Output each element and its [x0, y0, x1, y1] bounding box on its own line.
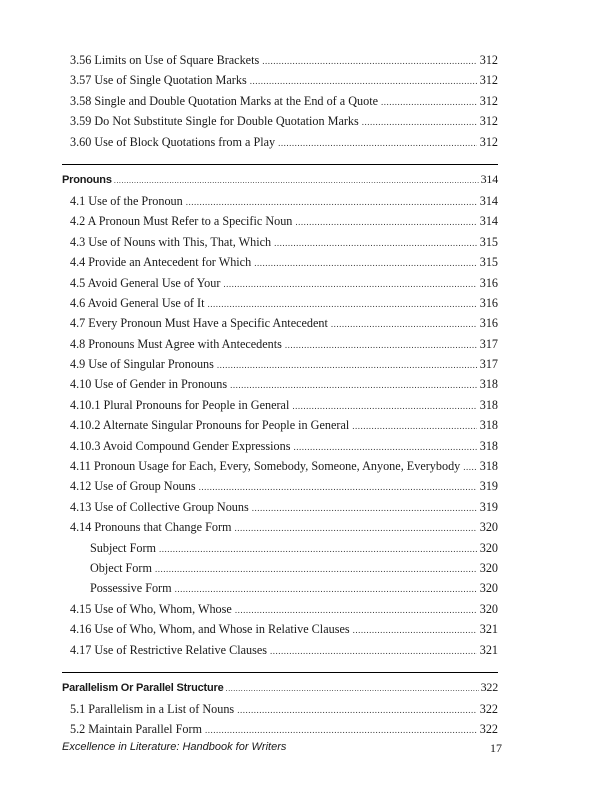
entry-page: 315 — [479, 255, 498, 270]
entry-title: 4.11 Pronoun Usage for Each, Every, Somebody, Someone, Anyone, Everybody — [70, 459, 461, 474]
entry-title: 4.8 Pronouns Must Agree with Antecedents — [70, 336, 282, 351]
entry-title: 4.5 Avoid General Use of Your — [70, 275, 221, 290]
entry-page: 312 — [479, 114, 498, 129]
entry-page: 321 — [479, 622, 498, 637]
toc-entry — [70, 558, 498, 578]
toc-entry — [70, 91, 498, 111]
entry-title: 4.7 Every Pronoun Must Have a Specific Antecedent — [70, 316, 328, 331]
toc-entry — [70, 517, 498, 537]
dot-leader — [285, 335, 477, 355]
toc-entry — [70, 476, 498, 496]
toc-entry — [70, 436, 498, 456]
entry-page: 317 — [479, 357, 498, 372]
entry-page: 314 — [479, 193, 498, 208]
dot-leader — [237, 700, 477, 720]
toc-entry — [70, 191, 498, 211]
entry-title: 3.57 Use of Single Quotation Marks — [70, 73, 247, 88]
toc-entry — [70, 50, 498, 70]
entry-page: 312 — [479, 93, 498, 108]
toc-entry — [70, 211, 498, 231]
toc-entry — [70, 578, 498, 598]
entry-page: 321 — [479, 642, 498, 657]
entry-page: 320 — [479, 520, 498, 535]
dot-leader — [362, 112, 477, 132]
dot-leader — [274, 233, 477, 253]
section-page: 314 — [480, 171, 498, 186]
toc-entry — [70, 640, 498, 660]
toc-entry — [70, 354, 498, 374]
entry-title: 4.10 Use of Gender in Pronouns — [70, 377, 228, 392]
dot-leader — [353, 620, 477, 640]
toc-entry — [70, 599, 498, 619]
dot-leader — [294, 437, 477, 457]
entry-title: 4.6 Avoid General Use of It — [70, 295, 205, 310]
entry-title: 5.1 Parallelism in a List of Nouns — [70, 701, 235, 716]
entry-title: Possessive Form — [90, 581, 172, 596]
entry-title: 4.14 Pronouns that Change Form — [70, 520, 232, 535]
dot-leader — [270, 641, 477, 661]
entry-title: 4.2 A Pronoun Must Refer to a Specific Noun — [70, 214, 293, 229]
toc-entry — [70, 415, 498, 435]
entry-title: 5.2 Maintain Parallel Form — [70, 722, 203, 737]
dot-leader — [186, 192, 477, 212]
toc-entry — [70, 252, 498, 272]
toc-group-quotation — [70, 50, 498, 152]
entry-page: 319 — [479, 499, 498, 514]
toc-entry — [70, 699, 498, 719]
entry-page: 318 — [479, 397, 498, 412]
dot-leader — [235, 600, 477, 620]
entry-page: 318 — [479, 377, 498, 392]
entry-page: 320 — [479, 540, 498, 555]
dot-leader — [175, 579, 477, 599]
entry-page: 316 — [479, 295, 498, 310]
dot-leader — [252, 498, 477, 518]
toc-entry — [70, 395, 498, 415]
entry-title: 4.12 Use of Group Nouns — [70, 479, 196, 494]
entry-title: Subject Form — [90, 540, 157, 555]
toc-entry — [70, 497, 498, 517]
entry-title: 4.16 Use of Who, Whom, and Whose in Relative Clauses — [70, 622, 350, 637]
dot-leader — [381, 92, 477, 112]
entry-page: 322 — [479, 722, 498, 737]
section-page: 322 — [480, 679, 498, 694]
entry-page: 318 — [479, 438, 498, 453]
toc-entry — [70, 456, 498, 476]
page-footer — [62, 741, 502, 756]
entry-page: 316 — [479, 275, 498, 290]
entry-title: 4.15 Use of Who, Whom, Whose — [70, 601, 232, 616]
page-number: 17 — [490, 741, 502, 755]
entry-page: 322 — [479, 701, 498, 716]
entry-page: 312 — [479, 73, 498, 88]
entry-page: 320 — [479, 601, 498, 616]
entry-title: 4.1 Use of the Pronoun — [70, 193, 183, 208]
toc-entry — [70, 132, 498, 152]
toc-entry — [70, 374, 498, 394]
entry-page: 316 — [479, 316, 498, 331]
toc-entry — [70, 70, 498, 90]
entry-title: 4.13 Use of Collective Group Nouns — [70, 499, 249, 514]
entry-page: 312 — [479, 134, 498, 149]
entry-title: 4.9 Use of Singular Pronouns — [70, 357, 214, 372]
entry-page: 320 — [479, 560, 498, 575]
toc-entry — [70, 719, 498, 739]
entry-page: 315 — [479, 234, 498, 249]
dot-leader — [159, 539, 477, 559]
toc-entry — [70, 232, 498, 252]
dot-leader — [254, 253, 477, 273]
entry-title: 3.58 Single and Double Quotation Marks at the End of a Quote — [70, 93, 379, 108]
entry-page: 319 — [479, 479, 498, 494]
section-heading-parallelism — [62, 672, 498, 697]
entry-title: 3.60 Use of Block Quotations from a Play — [70, 134, 276, 149]
toc-entry — [70, 313, 498, 333]
dot-leader — [230, 375, 477, 395]
toc-entry — [70, 293, 498, 313]
dot-leader — [292, 396, 476, 416]
toc-entry — [70, 619, 498, 639]
dot-leader — [207, 294, 476, 314]
table-of-contents — [62, 50, 498, 740]
section-title: Parallelism Or Parallel Structure — [62, 681, 224, 694]
dot-leader — [223, 274, 476, 294]
entry-title: 4.10.2 Alternate Singular Pronouns for People in General — [70, 418, 350, 433]
toc-entry — [70, 111, 498, 131]
dot-leader — [331, 314, 477, 334]
entry-title: 4.3 Use of Nouns with This, That, Which — [70, 234, 272, 249]
entry-title: 4.4 Provide an Antecedent for Which — [70, 255, 252, 270]
toc-group-parallelism — [70, 699, 498, 740]
dot-leader — [262, 51, 477, 71]
entry-page: 318 — [479, 459, 498, 474]
dot-leader — [463, 457, 476, 477]
entry-title: 4.10.1 Plural Pronouns for People in General — [70, 397, 290, 412]
section-title: Pronouns — [62, 173, 112, 186]
dot-leader — [352, 416, 476, 436]
dot-leader — [278, 133, 477, 153]
book-title: Excellence in Literature: Handbook for Writers — [62, 741, 287, 753]
entry-page: 314 — [479, 214, 498, 229]
toc-entry — [70, 334, 498, 354]
dot-leader — [217, 355, 477, 375]
toc-entry — [70, 273, 498, 293]
entry-page: 317 — [479, 336, 498, 351]
dot-leader — [205, 720, 477, 740]
dot-leader — [250, 71, 477, 91]
entry-title: 3.59 Do Not Substitute Single for Double Quotation Marks — [70, 114, 359, 129]
entry-title: 3.56 Limits on Use of Square Brackets — [70, 53, 260, 67]
dot-leader — [295, 212, 476, 232]
entry-title: Object Form — [90, 560, 152, 575]
toc-group-pronouns — [70, 191, 498, 660]
entry-title: 4.10.3 Avoid Compound Gender Expressions — [70, 438, 291, 453]
dot-leader — [155, 559, 477, 579]
dot-leader — [199, 477, 477, 497]
entry-page: 312 — [479, 53, 498, 67]
dot-leader — [226, 675, 479, 703]
entry-page: 320 — [479, 581, 498, 596]
entry-title: 4.17 Use of Restrictive Relative Clauses — [70, 642, 267, 657]
toc-entry — [70, 538, 498, 558]
section-heading-pronouns — [62, 164, 498, 189]
entry-page: 318 — [479, 418, 498, 433]
dot-leader — [234, 518, 476, 538]
